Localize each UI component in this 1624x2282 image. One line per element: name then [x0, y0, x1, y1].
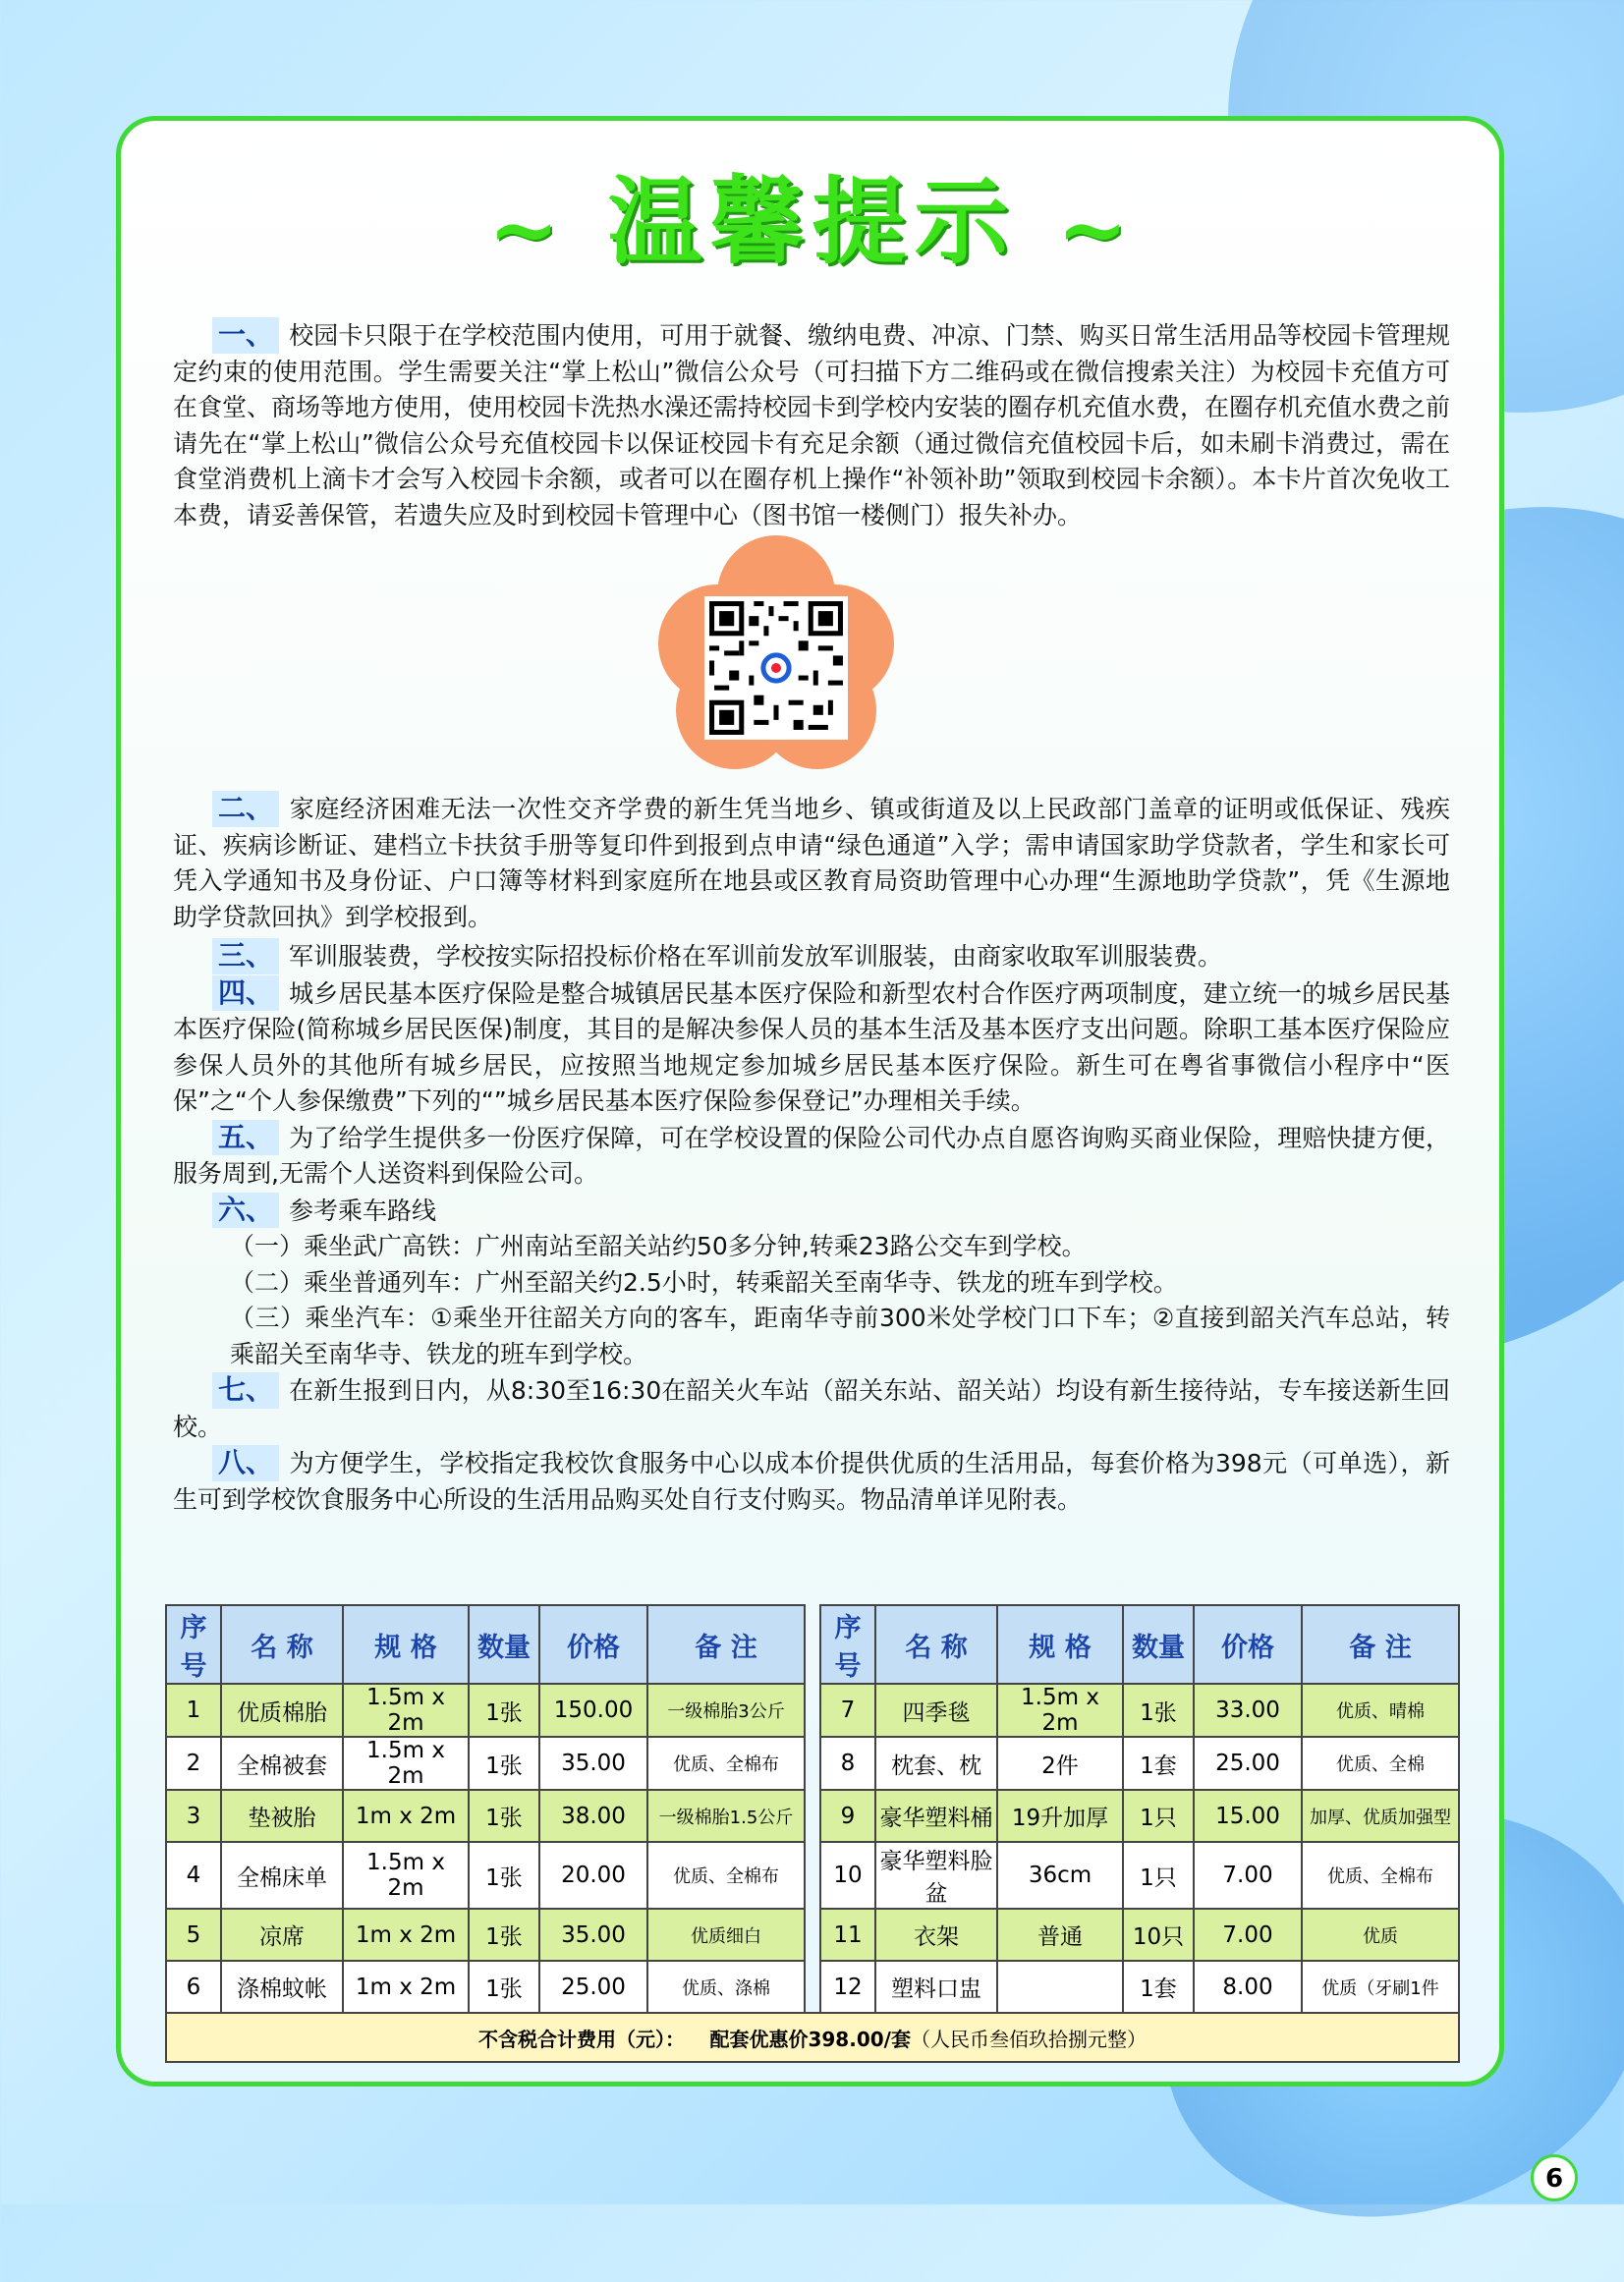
item-price: 35.00 [539, 1737, 647, 1790]
item-qty: 1套 [1123, 1737, 1194, 1790]
item-name: 全棉床单 [221, 1842, 343, 1909]
item-qty: 1张 [469, 1737, 539, 1790]
total-cell [166, 2013, 1459, 2062]
route-list [173, 1229, 1450, 1372]
item-number: 6 [166, 1961, 221, 2013]
item-name: 垫被胎 [221, 1790, 343, 1842]
table-gap [805, 1909, 820, 1961]
header-cell: 备 注 [647, 1605, 805, 1684]
item-note: 优质细白 [647, 1909, 805, 1961]
item-note: 加厚、优质加强型 [1302, 1790, 1459, 1842]
item-qty: 1张 [1123, 1684, 1194, 1737]
item-name: 涤棉蚊帐 [221, 1961, 343, 2013]
item-name: 枕套、枕 [875, 1737, 997, 1790]
item-price: 8.00 [1194, 1961, 1302, 2013]
section-number: 四、 [212, 975, 279, 1012]
item-qty: 1张 [469, 1961, 539, 2013]
table-gap [805, 1737, 820, 1790]
section-text: 为方便学生，学校指定我校饮食服务中心以成本价提供优质的生活用品，每套价格为398元（可单选），新生可到学校饮食服务中心所设的生活用品购买处自行支付购买。物品清单详见附表。 [173, 1449, 1450, 1514]
section-6 [173, 1193, 1450, 1230]
goods-table [165, 1604, 1460, 2063]
section-text: 城乡居民基本医疗保险是整合城镇居民基本医疗保险和新型农村合作医疗两项制度，建立统一的城乡居民基本医疗保险(简称城乡居民医保)制度，其目的是解决参保人员的基本生活及基本医疗支出问题。除职工基本医疗保险应参保人员外的其他所有城乡居民，应按照当地规定参加城乡居民基本医疗保险。新生可在粤省事微信小程序中“医保”之“个人参保缴费”下列的“”城乡居民基本医疗保险参保登记”办理相关手续。 [173, 978, 1450, 1115]
item-spec: 1.5m x 2m [343, 1842, 469, 1909]
item-spec [997, 1961, 1123, 2013]
section-4 [173, 975, 1450, 1120]
item-note: 一级棉胎1.5公斤 [647, 1790, 805, 1842]
table-row [166, 1684, 1459, 1737]
table-gap [805, 1961, 820, 2013]
section-2 [173, 791, 1450, 935]
header-cell: 价格 [1194, 1605, 1302, 1684]
item-spec: 1.5m x 2m [343, 1684, 469, 1737]
item-qty: 1套 [1123, 1961, 1194, 2013]
section-text: 军训服装费，学校按实际招投标价格在军训前发放军训服装，由商家收取军训服装费。 [289, 942, 1223, 971]
item-spec: 1.5m x 2m [343, 1737, 469, 1790]
item-note: 优质、全棉 [1302, 1737, 1459, 1790]
item-spec: 36cm [997, 1842, 1123, 1909]
header-cell: 规 格 [343, 1605, 469, 1684]
section-number: 五、 [212, 1120, 279, 1156]
item-price: 25.00 [1194, 1737, 1302, 1790]
item-name: 塑料口盅 [875, 1961, 997, 2013]
header-cell: 备 注 [1302, 1605, 1459, 1684]
item-name: 凉席 [221, 1909, 343, 1961]
item-qty: 1只 [1123, 1790, 1194, 1842]
route-item: （一）乘坐武广高铁：广州南站至韶关站约50多分钟,转乘23路公交车到学校。 [230, 1232, 1087, 1260]
table-row [166, 1909, 1459, 1961]
item-note: 优质（牙刷1件 [1302, 1961, 1459, 2013]
item-price: 7.00 [1194, 1909, 1302, 1961]
item-note: 优质 [1302, 1909, 1459, 1961]
table-total-row [166, 2013, 1459, 2062]
item-name: 四季毯 [875, 1684, 997, 1737]
qr-code-flower [658, 535, 894, 771]
item-spec: 1.5m x 2m [997, 1684, 1123, 1737]
section-number: 八、 [212, 1445, 279, 1481]
section-3 [173, 938, 1450, 975]
item-price: 150.00 [539, 1684, 647, 1737]
qr-code-icon [704, 596, 848, 740]
item-qty: 1张 [469, 1684, 539, 1737]
item-note: 一级棉胎3公斤 [647, 1684, 805, 1737]
item-note: 优质、全棉布 [1302, 1842, 1459, 1909]
section-text: 校园卡只限于在学校范围内使用，可用于就餐、缴纳电费、冲凉、门禁、购买日常生活用品等校园卡管理规定约束的使用范围。学生需要关注“掌上松山”微信公众号（可扫描下方二维码或在微信搜索关注）为校园卡充值方可在食堂、商场等地方使用，使用校园卡洗热水澡还需持校园卡到学校内安装的圈存机充值水费，在圈存机充值水费之前请先在“掌上松山”微信公众号充值校园卡以保证校园卡有充足余额（通过微信充值校园卡后，如未刷卡消费过，需在食堂消费机上滴卡才会写入校园卡余额，或者可以在圈存机上操作“补领补助”领取到校园卡余额）。本卡片首次免收工本费，请妥善保管，若遗失应及时到校园卡管理中心（图书馆一楼侧门）报失补办。 [173, 321, 1451, 529]
section-1 [173, 317, 1450, 533]
item-note: 优质、晴棉 [1302, 1684, 1459, 1737]
section-7 [173, 1372, 1450, 1445]
item-note: 优质、涤棉 [647, 1961, 805, 2013]
item-number: 1 [166, 1684, 221, 1737]
item-price: 33.00 [1194, 1684, 1302, 1737]
item-number: 8 [820, 1737, 875, 1790]
item-number: 5 [166, 1909, 221, 1961]
section-text: 在新生报到日内，从8:30至16:30在韶关火车站（韶关东站、韶关站）均设有新生接待站，专车接送新生回校。 [173, 1376, 1450, 1441]
route-item: （三）乘坐汽车：①乘坐开往韶关方向的客车，距南华寺前300米处学校门口下车；②直接到韶关汽车总站，转乘韶关至南华寺、铁龙的班车到学校。 [230, 1304, 1450, 1368]
item-price: 35.00 [539, 1909, 647, 1961]
item-name: 优质棉胎 [221, 1684, 343, 1737]
section-8 [173, 1445, 1450, 1518]
item-price: 15.00 [1194, 1790, 1302, 1842]
item-number: 2 [166, 1737, 221, 1790]
header-cell: 数量 [1123, 1605, 1194, 1684]
header-cell: 序号 [166, 1605, 221, 1684]
item-number: 3 [166, 1790, 221, 1842]
item-number: 12 [820, 1961, 875, 2013]
section-3-to-8 [173, 938, 1450, 1518]
item-name: 豪华塑料桶 [875, 1790, 997, 1842]
table-gap [805, 1684, 820, 1737]
header-cell: 名 称 [875, 1605, 997, 1684]
route-item: （二）乘坐普通列车：广州至韶关约2.5小时，转乘韶关至南华寺、铁龙的班车到学校。 [230, 1267, 1178, 1297]
section-number: 七、 [212, 1372, 279, 1409]
section-text: 家庭经济困难无法一次性交齐学费的新生凭当地乡、镇或街道及以上民政部门盖章的证明或低保证、残疾证、疾病诊断证、建档立卡扶贫手册等复印件到报到点申请“绿色通道”入学；需申请国家助学贷款者，学生和家长可凭入学通知书及身份证、户口簿等材料到家庭所在地县或区教育局资助管理中心办理“生源地助学贷款”，凭《生源地助学贷款回执》到学校报到。 [173, 795, 1450, 931]
header-cell: 序号 [820, 1605, 875, 1684]
header-cell: 数量 [469, 1605, 539, 1684]
item-name: 全棉被套 [221, 1737, 343, 1790]
item-qty: 10只 [1123, 1909, 1194, 1961]
item-spec: 19升加厚 [997, 1790, 1123, 1842]
table-row [166, 1737, 1459, 1790]
section-number: 二、 [212, 791, 279, 827]
item-spec: 1m x 2m [343, 1790, 469, 1842]
table-row [166, 1790, 1459, 1842]
header-cell: 价格 [539, 1605, 647, 1684]
table-gap [805, 1842, 820, 1909]
table-row [166, 1961, 1459, 2013]
item-qty: 1只 [1123, 1842, 1194, 1909]
header-cell: 规 格 [997, 1605, 1123, 1684]
section-5 [173, 1120, 1450, 1193]
item-spec: 1m x 2m [343, 1961, 469, 2013]
item-name: 衣架 [875, 1909, 997, 1961]
table-gap [805, 1790, 820, 1842]
total-label: 不含税合计费用（元）： [478, 2027, 686, 2051]
item-price: 25.00 [539, 1961, 647, 2013]
table-gap [805, 1605, 820, 1684]
item-qty: 1张 [469, 1842, 539, 1909]
item-qty: 1张 [469, 1790, 539, 1842]
item-number: 9 [820, 1790, 875, 1842]
page-title [0, 147, 1624, 282]
item-price: 7.00 [1194, 1842, 1302, 1909]
total-words: （人民币叁佰玖拾捌元整） [910, 2027, 1147, 2051]
item-spec: 1m x 2m [343, 1909, 469, 1961]
section-text: 为了给学生提供多一份医疗保障，可在学校设置的保险公司代办点自愿咨询购买商业保险，理赔快捷方便，服务周到,无需个人送资料到保险公司。 [173, 1123, 1450, 1188]
table-row [166, 1842, 1459, 1909]
item-spec: 普通 [997, 1909, 1123, 1961]
header-cell: 名 称 [221, 1605, 343, 1684]
item-price: 20.00 [539, 1842, 647, 1909]
swirl-left-icon: ~ [488, 180, 568, 280]
section-number: 三、 [212, 938, 279, 974]
item-number: 11 [820, 1909, 875, 1961]
qr-code[interactable] [704, 596, 848, 740]
table-header-row [166, 1605, 1459, 1684]
page-number: 6 [1531, 2154, 1578, 2201]
item-price: 38.00 [539, 1790, 647, 1842]
item-note: 优质、全棉布 [647, 1842, 805, 1909]
section-text: 参考乘车路线 [289, 1196, 437, 1225]
item-number: 4 [166, 1842, 221, 1909]
item-note: 优质、全棉布 [647, 1737, 805, 1790]
item-spec: 2件 [997, 1737, 1123, 1790]
section-number: 六、 [212, 1193, 279, 1229]
item-name: 豪华塑料脸盆 [875, 1842, 997, 1909]
item-number: 10 [820, 1842, 875, 1909]
total-price: 配套优惠价398.00/套 [709, 2027, 911, 2051]
section-number: 一、 [212, 317, 279, 354]
item-number: 7 [820, 1684, 875, 1737]
title-text: 温馨提示 [607, 166, 1017, 277]
item-qty: 1张 [469, 1909, 539, 1961]
swirl-right-icon: ~ [1056, 180, 1136, 280]
